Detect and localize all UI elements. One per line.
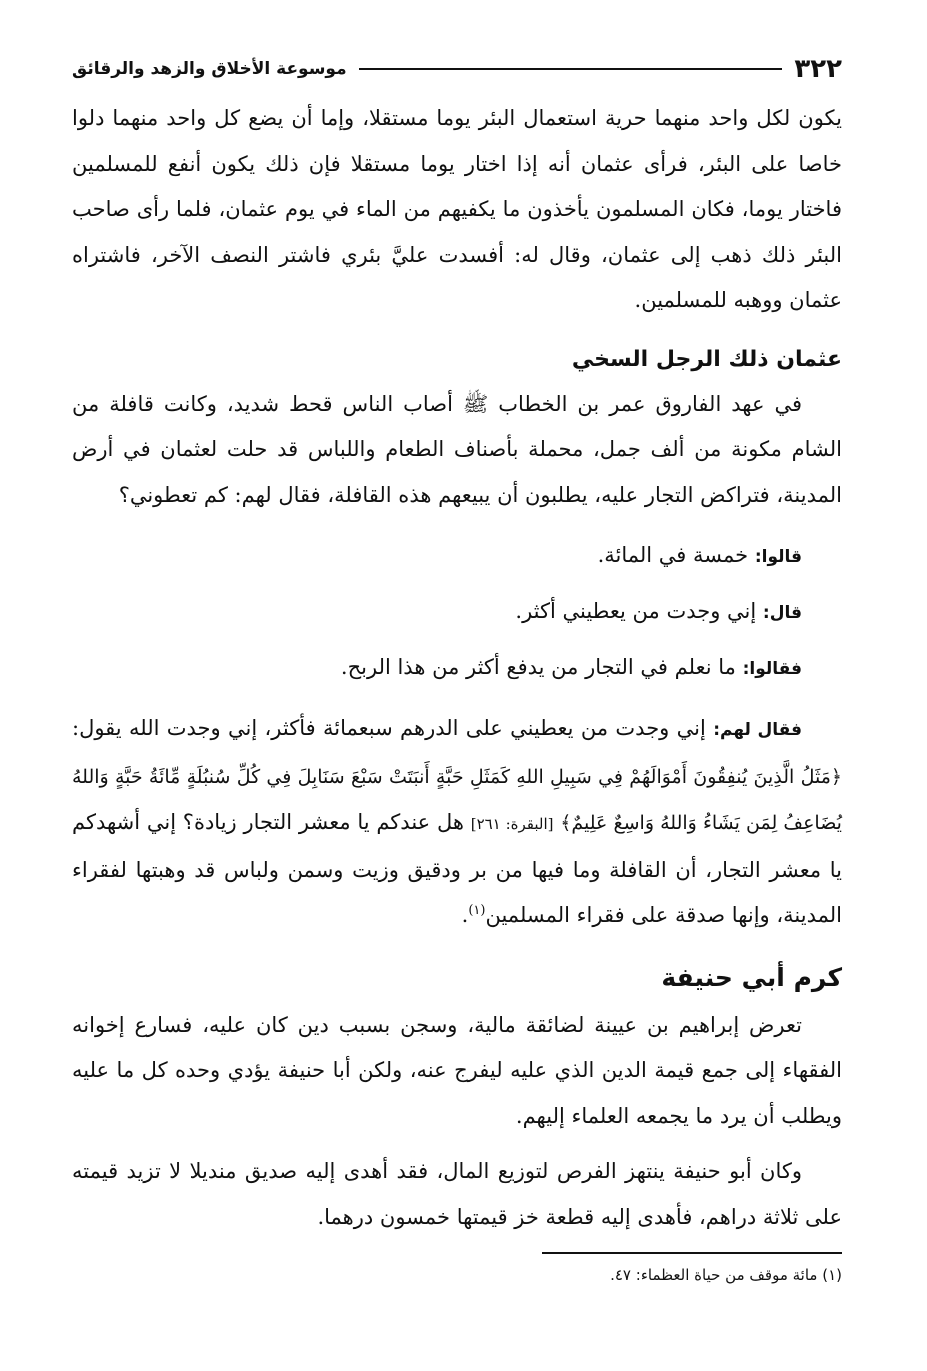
header-rule <box>359 68 783 70</box>
verse-reference: [البقرة: ٢٦١] <box>470 815 554 833</box>
footnote-marker[interactable]: (١) <box>468 903 486 918</box>
continuation-paragraph: يكون لكل واحد منهما حرية استعمال البئر يوما مستقلا، وإما أن يضع كل واحد منهما دلوا خاصا على البئر، فرأى عثمان أنه إذا اختار يوما مستقلا فإن ذلك يكون أنفع للمسلمين فاختار يوما، فكان المسلمون يأخذون ما يكفيهم من الماء في يوم عثمان، فلما رأى صاحب البئر ذلك ذهب إلى عثمان، وقال له: أفسدت عليَّ بئري فاشتر النصف الآخر، فاشتراه عثمان ووهبه للمسلمين. <box>72 106 842 312</box>
abu-hanifa-paragraph-2: وكان أبو حنيفة ينتهز الفرص لتوزيع المال، فقد أهدى إليه صديق منديلا لا تزيد قيمته على ثلاثة دراهم، فأهدى إليه قطعة خز قيمتها خمسون درهما. <box>72 1159 842 1229</box>
section-heading-abu-hanifa: كرم أبي حنيفة <box>661 962 842 992</box>
footnote-rule <box>542 1252 842 1254</box>
closing-text: إني وجدت من يعطيني على الدرهم سبعمائة فأكثر، إني وجدت الله يقول: <box>72 716 706 740</box>
dialog-speaker: قالوا: <box>754 547 802 567</box>
closing-end: . <box>461 903 469 927</box>
section-heading-uthman: عثمان ذلك الرجل السخي <box>571 346 842 372</box>
closing-speaker: فقال لهم: <box>713 720 802 740</box>
dialog-line <box>72 640 842 696</box>
footnote: (١) مائة موقف من حياة العظماء: ٤٧. <box>610 1266 842 1284</box>
uthman-intro-paragraph: في عهد الفاروق عمر بن الخطاب ﷺ أصاب الناس قحط شديد، وكانت قافلة من الشام مكونة من ألف جمل، محملة بأصناف الطعام واللباس قد حلت لعثمان في أرض المدينة، فتراكض التجار عليه، يطلبون أن يبيعهم هذه القافلة، فقال لهم: كم تعطوني؟ <box>72 391 842 507</box>
dialog-speaker: قال: <box>762 603 802 623</box>
quran-verse: ﴿مَثَلُ الَّذِينَ يُنفِقُونَ أَمْوَالَهُمْ فِي سَبِيلِ اللهِ كَمَثَلِ حَبَّةٍ أَنبَتَتْ سَبْعَ سَنَابِلَ فِي كُلِّ سُنبُلَةٍ مِّائَةُ حَبَّةٍ وَاللهُ يُضَاعِفُ لِمَن يَشَاءُ وَاللهُ وَاسِعٌ عَلِيمٌ﴾ <box>72 765 842 834</box>
dialog-text: إني وجدت من يعطيني أكثر. <box>515 599 757 623</box>
book-page <box>72 52 842 1240</box>
running-header <box>72 52 842 86</box>
abu-hanifa-paragraph-1: تعرض إبراهيم بن عيينة لضائقة مالية، وسجن بسبب دين كان عليه، فسارع إخوانه الفقهاء إلى جمع قيمة الدين الذي عليه ليفرج عنه، ولكن أبا حنيفة يؤدي وحده كل ما عليه ويطلب أن يرد ما يجمعه العلماء إليهم. <box>72 1012 842 1128</box>
dialog-text: ما نعلم في التجار من يدفع أكثر من هذا الربح. <box>340 655 736 679</box>
uthman-closing-paragraph <box>72 706 842 939</box>
closing-text-continued: هل عندكم يا معشر التجار زيادة؟ إني أشهدكم يا معشر التجار، أن القافلة وما فيها من بر ودقيق وزيت وسمن ولباس قد وهبتها لفقراء المدينة، وإنها صدقة على فقراء المسلمين <box>72 810 842 927</box>
series-title: موسوعة الأخلاق والزهد والرقائق <box>72 59 347 79</box>
dialog-text: خمسة في المائة. <box>597 543 749 567</box>
dialog-line <box>72 584 842 640</box>
page-number: ٣٢٢ <box>794 54 842 84</box>
dialog-line <box>72 528 842 584</box>
dialog-speaker: فقالوا: <box>742 659 802 679</box>
